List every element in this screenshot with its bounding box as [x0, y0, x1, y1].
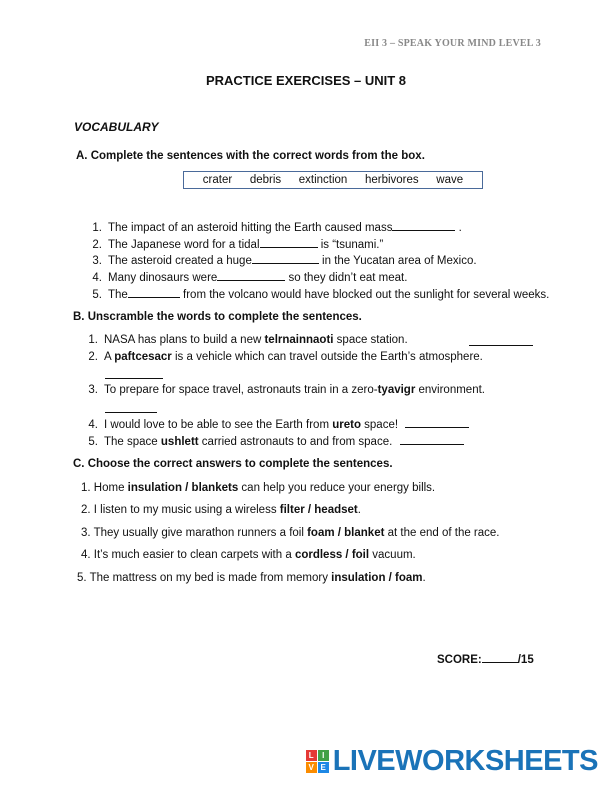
word-box-item: herbivores	[364, 174, 419, 186]
header-note: EII 3 – SPEAK YOUR MIND LEVEL 3	[364, 38, 541, 49]
answer-blank[interactable]	[405, 417, 469, 428]
page-title: PRACTICE EXERCISES – UNIT 8	[205, 73, 407, 88]
section-c-item-5: 5. The mattress on my bed is made from memory insulation / foam.	[77, 572, 426, 584]
score-label: SCORE:	[437, 654, 482, 666]
score-blank[interactable]	[482, 652, 518, 663]
section-b-item-5: 5. The space ushlett carried astronauts to and from space.	[80, 434, 464, 448]
section-c-item-2: 2. I listen to my music using a wireless filter / headset.	[81, 504, 361, 516]
section-a-heading: A. Complete the sentences with the correct words from the box.	[76, 150, 425, 162]
section-a-item-3: 3. The asteroid created a huge in the Yucatan area of Mexico.	[92, 255, 477, 267]
answer-choice[interactable]: cordless / foil	[294, 549, 370, 561]
answer-choice[interactable]: insulation / blankets	[127, 482, 239, 494]
answer-choice[interactable]: insulation / foam	[331, 572, 423, 584]
answer-blank[interactable]	[105, 368, 163, 379]
logo-tiles-icon: L I V E	[306, 750, 329, 773]
score	[437, 652, 534, 666]
section-a-item-1: 1. The impact of an asteroid hitting the Earth caused mass .	[92, 222, 462, 234]
section-a-item-5: 5. The from the volcano would have blocked out the sunlight for several weeks.	[92, 289, 550, 301]
answer-blank[interactable]	[128, 287, 180, 298]
section-b-item-3: 3. To prepare for space travel, astronauts train in a zero-tyavigr environment.	[88, 384, 485, 396]
score-total: /15	[517, 654, 534, 666]
answer-blank[interactable]	[400, 434, 464, 445]
answer-blank[interactable]	[392, 220, 455, 231]
section-c-heading: C. Choose the correct answers to complete the sentences.	[73, 458, 393, 470]
vocabulary-label: VOCABULARY	[74, 120, 159, 134]
answer-choice[interactable]: foam / blanket	[307, 527, 385, 539]
answer-blank[interactable]	[217, 270, 285, 281]
answer-blank[interactable]	[105, 402, 157, 413]
section-b-item-2: 2. A paftcesacr is a vehicle which can travel outside the Earth’s atmosphere.	[88, 351, 483, 363]
logo-text: LIVEWORKSHEETS	[332, 745, 598, 777]
liveworksheets-logo	[306, 745, 598, 778]
section-a-item-4: 4. Many dinosaurs were so they didn’t eat meat.	[92, 272, 408, 284]
section-b-item-4: 4. I would love to be able to see the Earth from ureto space!	[80, 417, 469, 431]
word-box-item: crater	[202, 174, 233, 186]
answer-blank[interactable]	[469, 335, 533, 346]
answer-choice[interactable]: filter / headset	[279, 504, 358, 516]
section-c-item-3: 3. They usually give marathon runners a foil foam / blanket at the end of the race.	[81, 527, 500, 539]
section-c-item-1: 1. Home insulation / blankets can help you reduce your energy bills.	[81, 482, 436, 494]
word-box	[183, 171, 483, 189]
word-box-item: wave	[436, 174, 464, 186]
word-box-item: debris	[249, 174, 282, 186]
answer-blank[interactable]	[252, 253, 319, 264]
section-b-heading: B. Unscramble the words to complete the sentences.	[73, 311, 362, 323]
answer-blank[interactable]	[260, 237, 318, 248]
word-box-item: extinction	[298, 174, 348, 186]
section-b-item-1: 1. NASA has plans to build a new telrnainnaoti space station.	[88, 334, 408, 346]
section-a-item-2: 2. The Japanese word for a tidal is “tsunami.”	[92, 239, 384, 251]
section-c-item-4: 4. It’s much easier to clean carpets with a cordless / foil vacuum.	[81, 549, 416, 561]
